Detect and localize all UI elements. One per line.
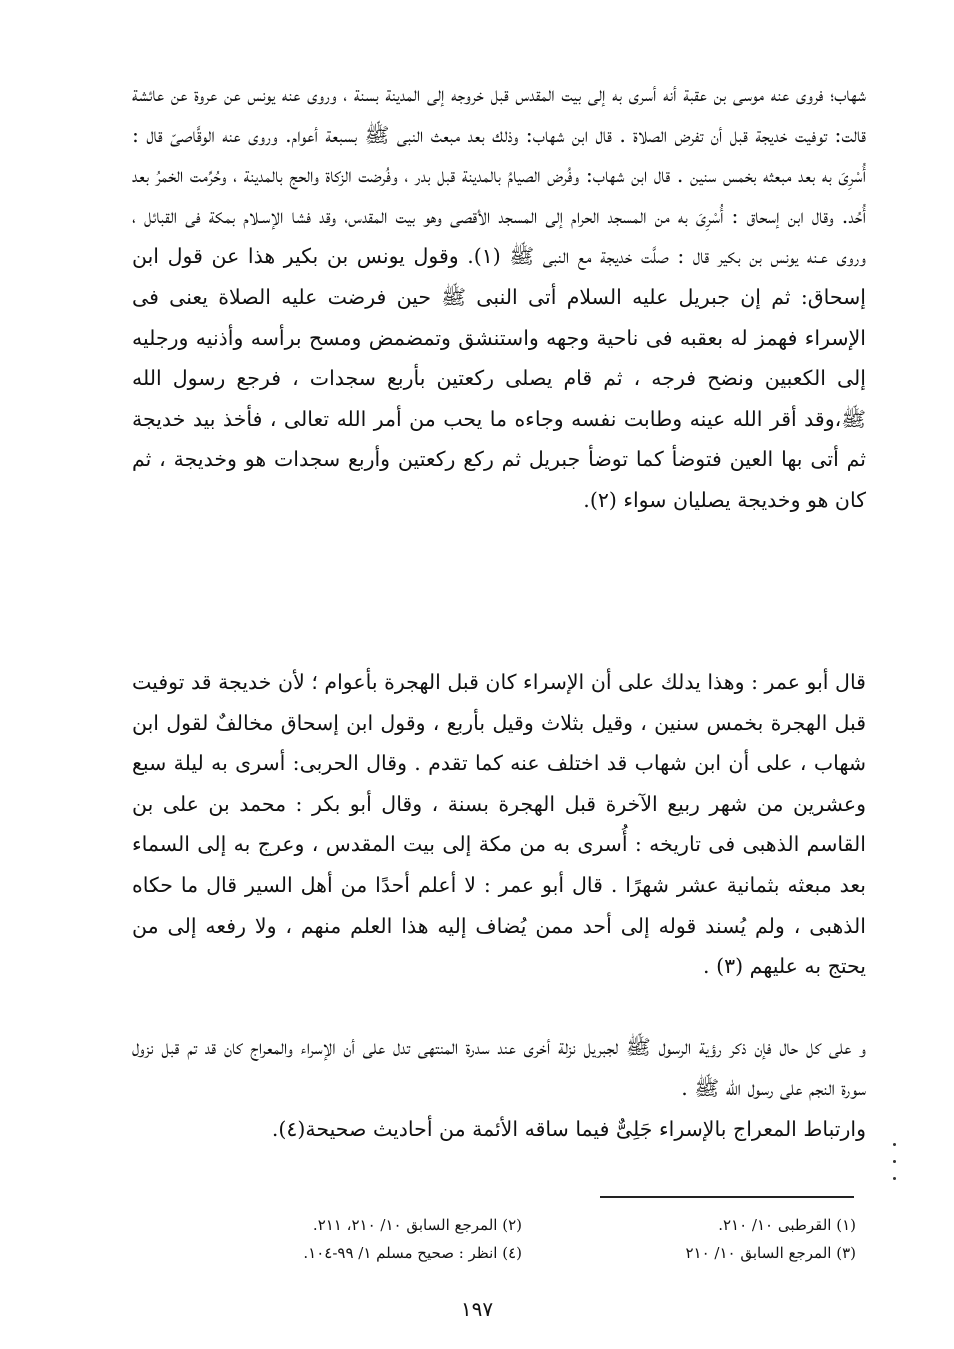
footnote-4: (٤) انظر : صحيح مسلم ١/ ٩٩-١٠٤. [303,1244,522,1262]
page-number: ١٩٧ [460,1297,494,1321]
footnote-1: (١) القرطبى ١٠/ ٢١٠. [718,1216,856,1234]
body-paragraph [132,74,866,521]
footnote-separator [600,1196,854,1198]
paragraph-text: و على كل حال فإن ذكر رؤية الرسول ﷺ لجبريل نزلة أخرى عند سدرة المنتهى تدل على أن الإسراء والمعراج كان قد تم قبل نزول سورة النجم على رسول الله ﷺ . [132,1035,866,1100]
paragraph-text: قال أبو عمر : وهذا يدلك على أن الإسراء كان قبل الهجرة بأعوام ؛ لأن خديجة قد توفيت قبل الهجرة بخمس سنين ، وقيل بثلاث وقيل بأربع ، وقول ابن إسحاق مخالفٌ لقول ابن شهاب ، على أن ابن شهاب قد اختلف عنه كما تقدم . وقال الحربى: أسرى به ليلة سبع وعشرين من شهر ربيع الآخرة قبل الهجرة بسنة ، وقال أبو بكر : محمد بن على بن القاسم الذهبى فى تاريخه : أُسرى به من مكة إلى بيت المقدس ، وعرج به إلى السماء بعد مبعثه بثمانية عشر شهرًا . قال أبو عمر : لا أعلم أحدًا من أهل السير قال ما حكاه الذهبى ، ولم يُسند قوله إلى أحد ممن يُضاف إليه هذا العلم منهم ، ولا رفعه إلى من يحتج به عليهم (٣) . [132,670,866,979]
margin-dot [893,1160,896,1163]
margin-dot [893,1143,896,1146]
footnote-3: (٣) المرجع السابق ١٠/ ٢١٠ [685,1244,856,1262]
body-paragraph [132,1027,866,1108]
paragraph-text: وارتباط المعراج بالإسراء جَلِىٌّ فيما ساقه الأئمة من أحاديث صحيحة(٤). [271,1117,866,1141]
paragraph-text: شهاب؛ فروى عنه موسى بن عقبة أنه أسرى به إلى بيت المقدس قبل خروجه إلى المدينة بسنة ، وروى عنه يونس عن عروة عن عائشة قالت: توفيت خديجة قبل أن تفرض الصلاة . قال ابن شهاب: وذلك بعد مبعث النبى ﷺ بسبعة أعوام. وروى عنه الوقَّاصىّ قال : أُسْرِىَ به بعد مبعثه بخمس سنين . قال ابن شهاب: وفُرض الصيامُ بالمدينة قبل بدر ، وفُرضت الزكاة والحج بالمدينة ، وحُرِّمت الخمرُ بعد أُحُد. وقال ابن إسحاق : أُسْرِىَ به من المسجد الحرام إلى المسجد الأقصى وهو بيت المقدس، وقد فشا الإسـلام بمكة فى القبائل ، وروى عـنه يونس بن بكير قال : صلَّت خديجة مع النبى ﷺ (١). وقول يونس بن بكير هذا عن قول ابن إسحاق: ثم إن جبريل عليه السلام أتى النبى ﷺ حين فرضت عليه الصلاة يعنى فى الإسراء فهمز له بعقبه فى ناحية وجهه واستنشق وتمضمض ومسح برأسه وأذنيه ورجليه إلى الكعبين ونضح فرجه ، ثم قام يصلى ركعتين بأربع سجدات ، فرجع رسول الله ﷺ،وقد أقر الله عينه وطابت نفسه وجاءه ما يحب من أمر الله تعالى ، فأخذ بيد خديجة ثم أتى بها العين فتوضأ كما توضأ جبريل ثم ركع ركعتين وأربع سجدات هو وخديجة ، ثم كان هو وخديجة يصليان سواء (٢). [132,82,866,512]
body-paragraph [132,662,866,987]
margin-dot [893,1177,896,1180]
footnote-2: (٢) المرجع السابق ١٠/ ٢١٠، ٢١١. [312,1216,522,1234]
body-paragraph [132,1109,866,1150]
